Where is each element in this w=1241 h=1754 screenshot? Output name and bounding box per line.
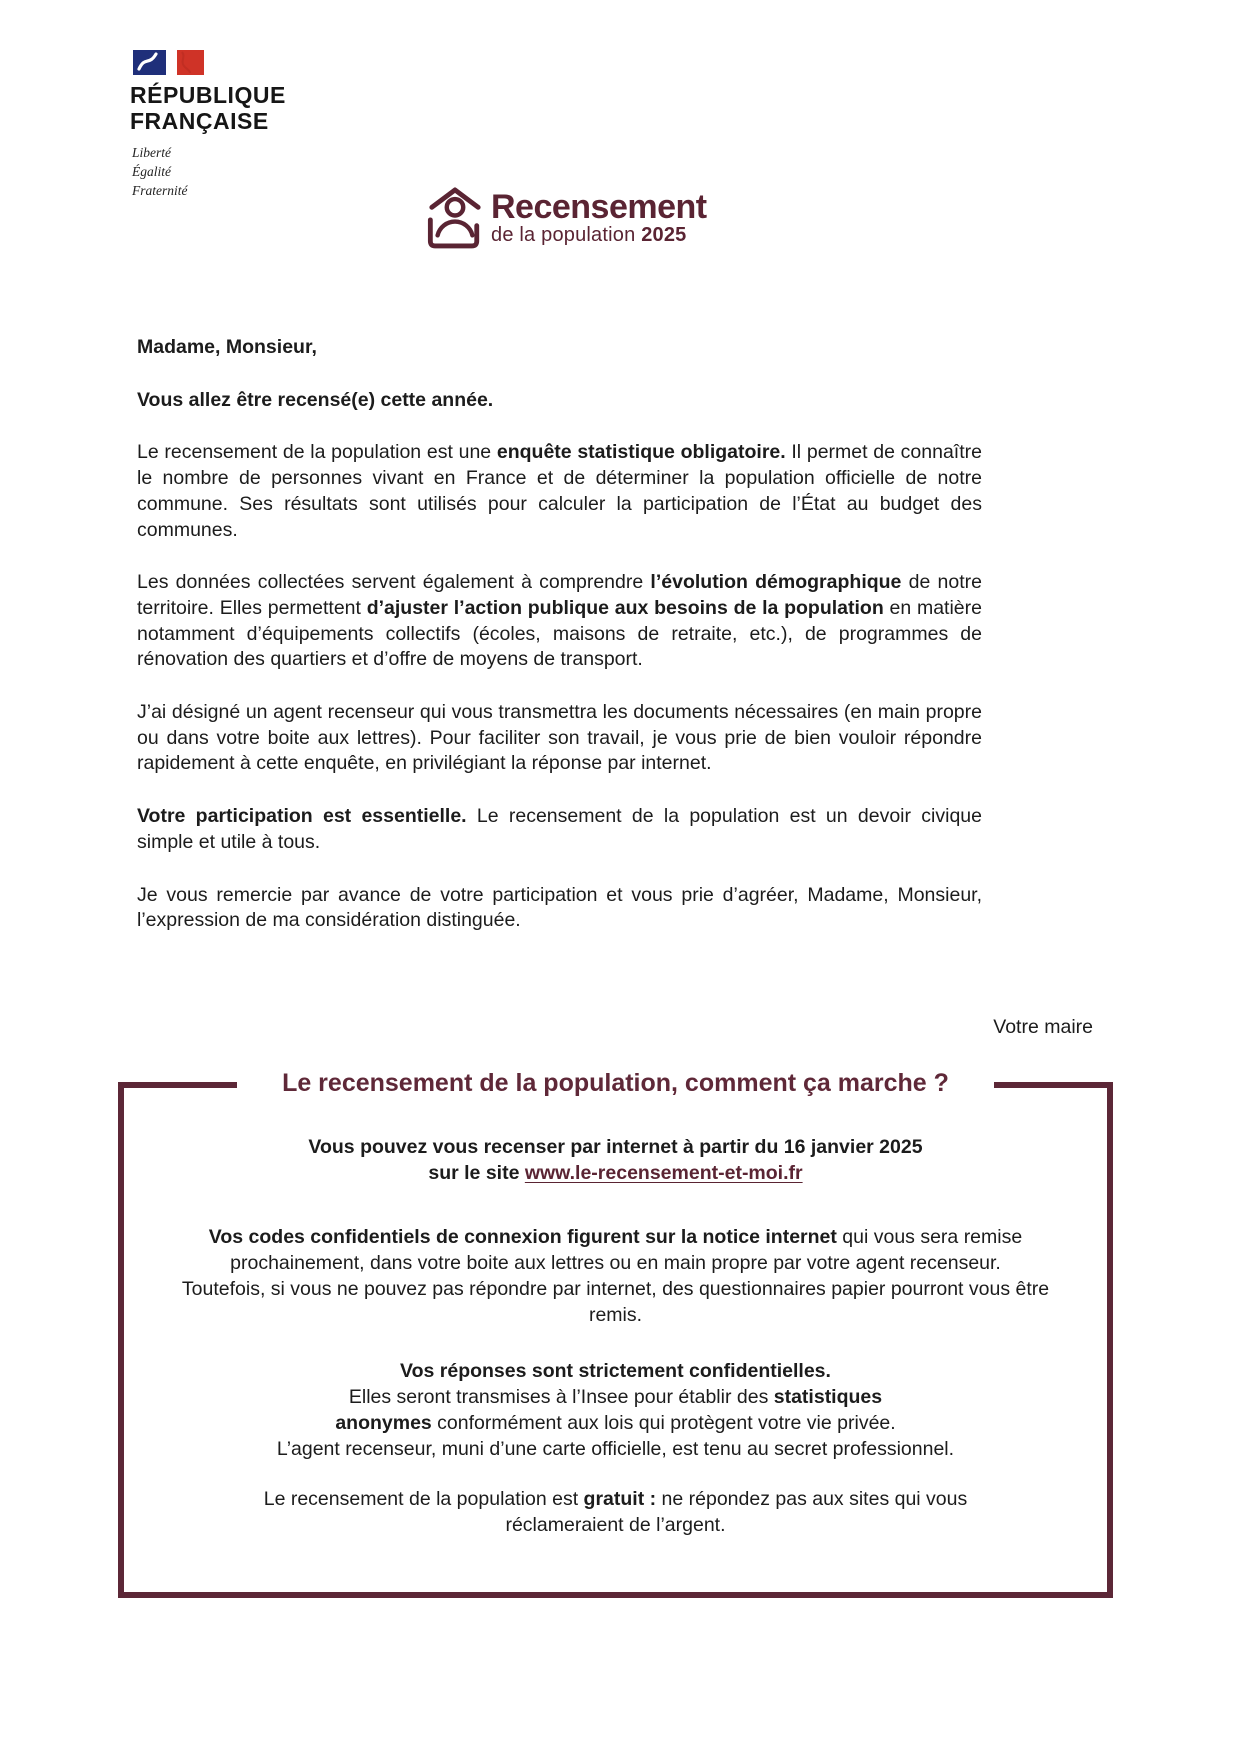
letter-paragraph: Votre participation est essentielle. Le recensement de la population est un devoir civique simple et utile à tous. xyxy=(137,805,982,853)
letter-paragraph: Le recensement de la population est une enquête statistique obligatoire. Il permet de connaître le nombre de personnes vivant en France et de déterminer la population officielle de notre commune. Ses résultats sont utilisés pour calculer la participation de l’État au budget des communes. xyxy=(137,441,982,541)
recensement-logo-title: Recensement xyxy=(491,188,707,226)
recensement-logo-text xyxy=(491,181,707,246)
motto-fraternite: Fraternité xyxy=(132,183,188,198)
box-block-codes: Vos codes confidentiels de connexion figurent sur la notice internet qui vous sera remise prochainement, dans votre boite aux lettres ou en main propre par votre agent recenseur. Toutefois, si vous ne pouvez pas répondre par internet, des questionnaires papier pourront vous être remis. xyxy=(181,1226,1050,1326)
box-block-gratuit: Le recensement de la population est gratuit : ne répondez pas aux sites qui vous réclameraient de l’argent. xyxy=(263,1488,968,1536)
recensement-subtitle-year: 2025 xyxy=(641,224,687,246)
letter-paragraph: J’ai désigné un agent recenseur qui vous transmettra les documents nécessaires (en main propre ou dans votre boite aux lettres). Pour faciliter son travail, je vous prie de bien vouloir répondre rapidement à cette enquête, en privilégiant la réponse par internet. xyxy=(137,701,982,775)
motto-liberte: Liberté xyxy=(132,145,171,160)
house-person-icon xyxy=(426,181,484,251)
motto-egalite: Égalité xyxy=(132,164,171,179)
letter-body xyxy=(137,335,982,961)
salutation: Madame, Monsieur, xyxy=(137,336,317,358)
box-block-confidentialite: Vos réponses sont strictement confidentielles. Elles seront transmises à l’Insee pour établir des statistiques anonymes conformément aux lois qui protègent votre vie privée. L’agent recenseur, muni d’une carte officielle, est tenu au secret professionnel. xyxy=(276,1360,955,1460)
republique-francaise-logo xyxy=(130,48,286,200)
info-box-title: Le recensement de la population, comment ça marche ? xyxy=(124,1068,1107,1098)
recensement-logo-subtitle xyxy=(491,224,707,246)
opening-line: Vous allez être recensé(e) cette année. xyxy=(137,388,494,411)
letter-paragraph: Je vous remercie par avance de votre participation et vous prie d’agréer, Madame, Monsieur, l’expression de ma considération distinguée. xyxy=(137,883,982,932)
box-block-internet: Vous pouvez vous recenser par internet à partir du 16 janvier 2025 sur le site www.le-recensement-et-moi.fr xyxy=(308,1136,923,1184)
recensement-logo xyxy=(426,181,707,251)
info-box xyxy=(118,1069,1113,1598)
recensement-subtitle-prefix: de la population xyxy=(491,224,642,246)
website-link[interactable]: www.le-recensement-et-moi.fr xyxy=(524,1162,803,1184)
republique-title xyxy=(130,82,286,134)
republique-title-line2: FRANÇAISE xyxy=(130,108,269,134)
marianne-motto xyxy=(132,143,286,200)
signature: Votre maire xyxy=(993,1016,1093,1038)
french-flag-icon xyxy=(130,48,216,78)
republique-title-line1: RÉPUBLIQUE xyxy=(130,82,286,108)
letter-paragraph: Les données collectées servent également à comprendre l’évolution démographique de notre territoire. Elles permettent d’ajuster l’action publique aux besoins de la population en matière notamment d’équipements collectifs (écoles, maisons de retraite, etc.), de programmes de rénovation des quartiers et d’offre de moyens de transport. xyxy=(137,571,982,671)
